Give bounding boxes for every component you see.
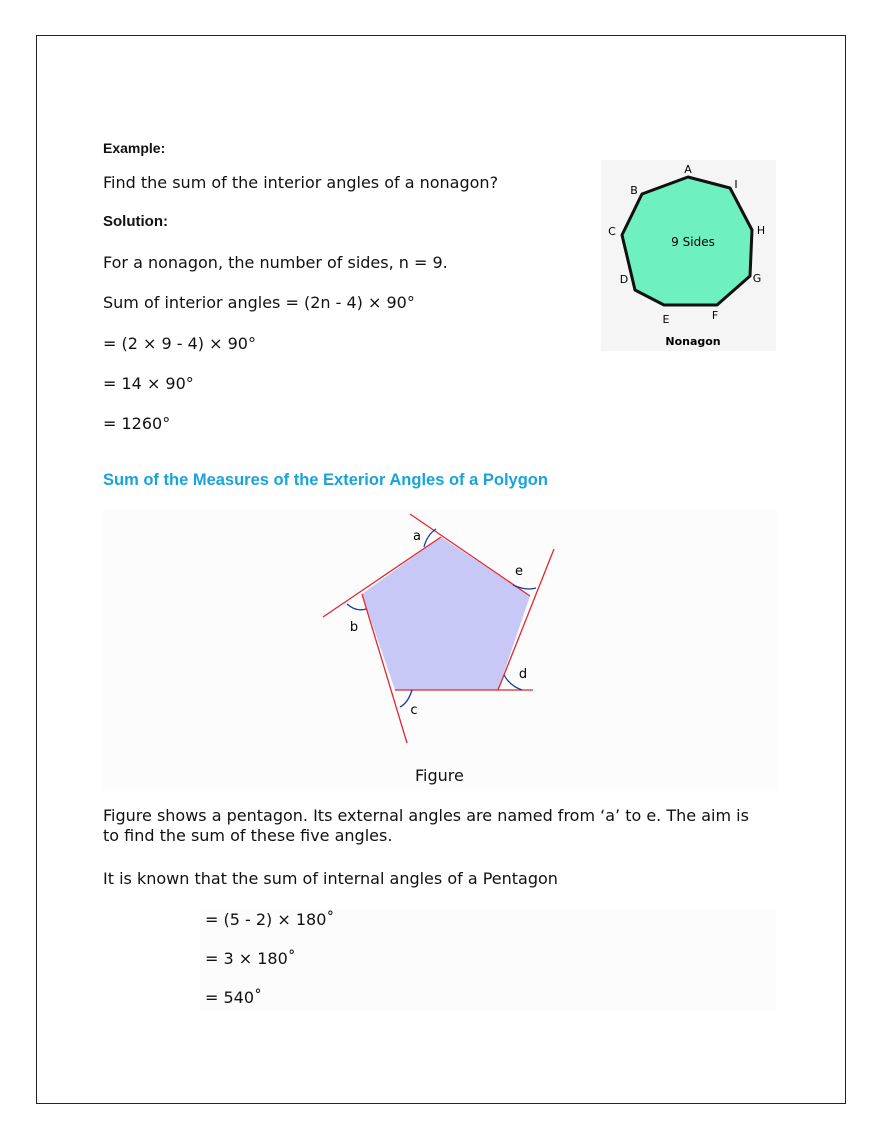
pentagon-shape [362, 537, 530, 690]
question-text: Find the sum of the interior angles of a nonagon? [103, 173, 499, 192]
paragraph-2: It is known that the sum of internal angles of a Pentagon [103, 869, 558, 888]
step-1: For a nonagon, the number of sides, n = 9. [103, 253, 448, 272]
vertex-label-d: D [619, 273, 629, 286]
angle-label-d: d [518, 667, 528, 682]
vertex-label-g: G [752, 272, 762, 285]
nonagon-caption: Nonagon [665, 335, 721, 348]
vertex-label-a: A [684, 163, 692, 176]
nonagon-center-text: 9 Sides [671, 235, 715, 249]
step-5: = 1260° [103, 414, 171, 433]
vertex-label-c: C [608, 225, 616, 238]
angle-label-c: c [410, 703, 418, 718]
figure-caption: Figure [415, 766, 464, 785]
vertex-label-h: H [756, 224, 766, 237]
angle-label-e: e [515, 564, 523, 579]
example-label: Example: [103, 140, 166, 156]
step-2: Sum of interior angles = (2n - 4) × 90° [103, 293, 415, 312]
step-4: = 14 × 90° [103, 374, 194, 393]
nonagon-figure [601, 160, 776, 351]
nonagon-diagram [601, 160, 776, 351]
pentagon-diagram [103, 510, 777, 790]
pentagon-figure [103, 510, 777, 790]
angle-arc-b [347, 604, 366, 610]
solution-label: Solution: [103, 213, 168, 230]
calc-line-2: = 3 × 180˚ [205, 949, 296, 968]
step-3: = (2 × 9 - 4) × 90° [103, 334, 256, 353]
section-title: Sum of the Measures of the Exterior Angles of a Polygon [103, 471, 548, 489]
vertex-label-b: B [630, 184, 638, 197]
vertex-label-e: E [662, 313, 670, 326]
vertex-label-f: F [711, 309, 719, 322]
calc-line-3: = 540˚ [205, 988, 263, 1007]
angle-label-a: a [413, 529, 421, 544]
angle-label-b: b [349, 620, 359, 635]
calc-line-1: = (5 - 2) × 180˚ [205, 910, 335, 929]
paragraph-1: Figure shows a pentagon. Its external angles are named from ‘a’ to e. The aim is to find the sum of these five angles. [103, 806, 749, 845]
vertex-label-i: I [734, 178, 738, 191]
